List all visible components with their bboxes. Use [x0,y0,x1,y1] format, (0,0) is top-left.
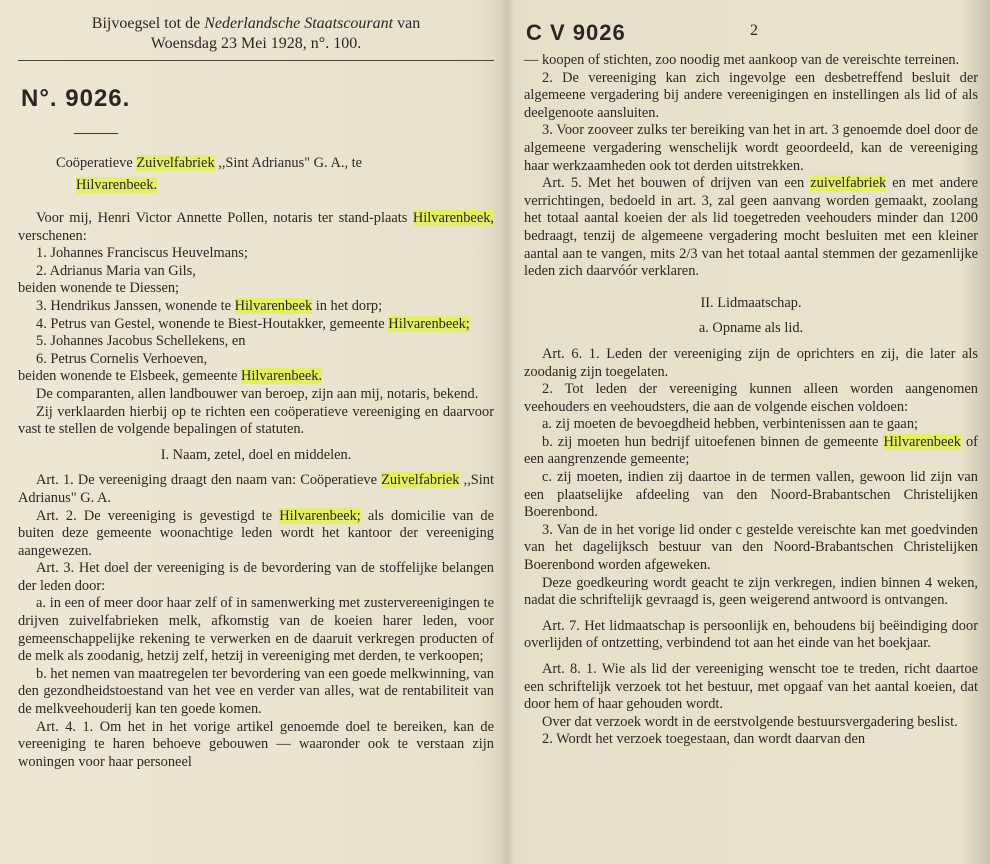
paragraph-intro: Voor mij, Henri Victor Annette Pollen, notaris ter stand-plaats Hilvarenbeek, verschenen: [18,210,494,244]
highlight: Hilvarenbeek [883,433,961,450]
paragraph: 2. Tot leden der vereeniging kunnen alleen worden aangenomen veehouders en veehoudsters, die aan de volgende eischen voldoen: [524,381,978,415]
paragraph: 2. De vereeniging kan zich ingevolge een desbetreffend besluit der algemeene vergadering bij andere vereenigingen en instellingen als lid of als deelgenoote aansluiten. [524,69,978,121]
paragraph: 3. Voor zooveer zulks ter bereiking van het in art. 3 genoemde doel door de algemeene vergadering wenschelijk wordt geoordeeld, kan de vereeniging haar werkzaamheden ook tot derden uitstrekken. [524,122,978,174]
highlight: Hilvarenbeek; [388,315,470,332]
masthead-publication: Nederlandsche Staatscourant [204,15,394,32]
paragraph: Deze goedkeuring wordt geacht te zijn verkregen, indien binnen 4 weken, nadat die schriftelijk gevraagd is, geen weigerend antwoord is ontvangen. [524,574,978,609]
highlight: Hilvarenbeek. [76,177,158,193]
paragraph: 3. Van de in het vorige lid onder c gestelde vereischte kan met goedvinden van het dagelijksch bestuur van den Noord-Brabantschen Christelijken Boerenbond worden afgeweken. [524,521,978,574]
article-5: Art. 5. Met het bouwen of drijven van een zuivelfabriek en met andere verrichtingen, bedoeld in art. 3, zal geen aanvang worden gemaakt, zoolang het totaal aantal koeien der als lid toegetreden veehouders minder dan 1200 bedraagt, tenzij de algemeene vergadering mocht besluiten met een kleiner aantal aan te vangen, mits 2/3 van het totaal aantal stemmen der gezamenlijke leden zich daarvóór verklaren. [524,175,978,280]
document-title-place [18,174,494,196]
list-item: beiden wonende te Elsbeek, gemeente Hilvarenbeek. [18,368,323,385]
highlight: Hilvarenbeek [234,297,313,314]
article-3: Art. 3. Het doel der vereeniging is de bevordering van de stoffelijke belangen der leden door: [18,560,494,594]
highlight: Zuivelfabriek [136,155,215,171]
list-item: 1. Johannes Franciscus Heuvelmans; [36,245,248,262]
subsection-heading: a. Opname als lid. [698,320,804,337]
short-rule [74,133,118,134]
masthead-text: Bijvoegsel tot de [91,15,205,32]
highlight: Hilvarenbeek. [240,368,323,385]
article-7: Art. 7. Het lidmaatschap is persoonlijk en, behoudens bij beëindiging door overlijden of ontzetting, verbindend tot aan het einde van het boekjaar. [524,617,978,652]
article-4: Art. 4. 1. Om het in het vorige artikel genoemde doel te bereiken, kan de vereeniging te haren behoeve gebouwen — waaronder ook te verstaan zijn woningen voor haar personeel [18,718,494,770]
document-title: Coöperatieve Zuivelfabriek ,,Sint Adrianus" G. A., te [56,155,363,171]
left-column [18,0,494,771]
list-item: beiden wonende te Diessen; [18,280,180,297]
paragraph: De comparanten, allen landbouwer van beroep, zijn aan mij, notaris, bekend. [36,385,479,402]
article-8: Art. 8. 1. Wie als lid der vereeniging wenscht toe te treden, richt daartoe een schriftelijk verzoek tot het bestuur, met opgaaf van het aantal koeien, dat door hem of haar gehouden wordt. [524,661,978,713]
highlight: zuivelfabriek [810,175,887,192]
paragraph: 2. Wordt het verzoek toegestaan, dan wordt daarvan den [542,731,866,748]
list-item: c. zij moeten, indien zij daartoe in de termen vallen, gewoon lid zijn van een plaatselijke afdeeling van den Noord-Brabantschen Christelijken Boerenbond. [524,469,978,521]
paragraph: Over dat verzoek wordt in de eerstvolgende bestuursvergadering beslist. [542,713,958,730]
list-item: 6. Petrus Cornelis Verhoeven, [36,350,208,367]
highlight: Hilvarenbeek, [412,210,494,226]
list-item: 2. Adrianus Maria van Gils, [36,262,196,279]
paragraph: Zij verklaarden hierbij op te richten een coöperatieve vereeniging en daarvoor vast te stellen de volgende bepalingen of statuten. [18,403,494,438]
article-1: Art. 1. De vereeniging draagt den naam van: Coöperatieve Zuivelfabriek ,,Sint Adrianus" G. A. [18,472,494,506]
highlight: Hilvarenbeek; [279,507,361,524]
list-item: a. zij moeten de bevoegdheid hebben, verbintenissen aan te gaan; [542,416,919,433]
article-3-a: a. in een of meer door haar zelf of in samenwerking met zustervereenigingen te drijven zuivelfabrieken melk, afkomstig van de koeien harer leden, voor gemeenschappelijke rekening te verwerken en de daaruit verkregen producten of de melk als zoodanig, hetzij zelf, hetzij in vereeniging met derden, te verkoopen; [18,595,494,665]
section-heading: I. Naam, zetel, doel en middelen. [160,446,352,463]
page-gutter [500,0,514,864]
list-item: 5. Johannes Jacobus Schellekens, en [36,333,246,350]
list-item: 3. Hendrikus Janssen, wonende te Hilvarenbeek in het dorp; [36,297,383,314]
document-number: N°. 9026. [21,85,131,112]
paragraph: — koopen of stichten, zoo noodig met aankoop van de vereischte terreinen. [524,52,960,68]
page-number: 2 [750,22,758,39]
article-3-b: b. het nemen van maatregelen ter bevordering van een goede melkwinning, van den gezondheidstoestand van het vee en verder van alles, wat de rentabiliteit van de melkveehouderij kan ten goede komen. [18,665,494,718]
masthead [18,14,494,61]
right-column [524,0,978,749]
masthead-text: van [393,15,421,32]
masthead-line-1 [18,14,494,34]
article-2: Art. 2. De vereeniging is gevestigd te Hilvarenbeek; als domicilie van de buiten deze gemeente woonachtige leden wordt het kantoor der vereeniging aangewezen. [18,507,494,559]
masthead-line-2: Woensdag 23 Mei 1928, n°. 100. [150,35,362,52]
running-head-number: C V 9026 [526,20,626,45]
highlight: Zuivelfabriek [381,472,460,489]
section-heading: II. Lidmaatschap. [700,294,802,311]
list-item: b. zij moeten hun bedrijf uitoefenen binnen de gemeente Hilvarenbeek of een aangrenzende gemeente; [524,433,978,468]
article-6: Art. 6. 1. Leden der vereeniging zijn de oprichters en zij, die later als zoodanig zijn toegelaten. [524,345,978,380]
running-head [524,14,978,44]
list-item: 4. Petrus van Gestel, wonende te Biest-Houtakker, gemeente Hilvarenbeek; [36,315,470,332]
